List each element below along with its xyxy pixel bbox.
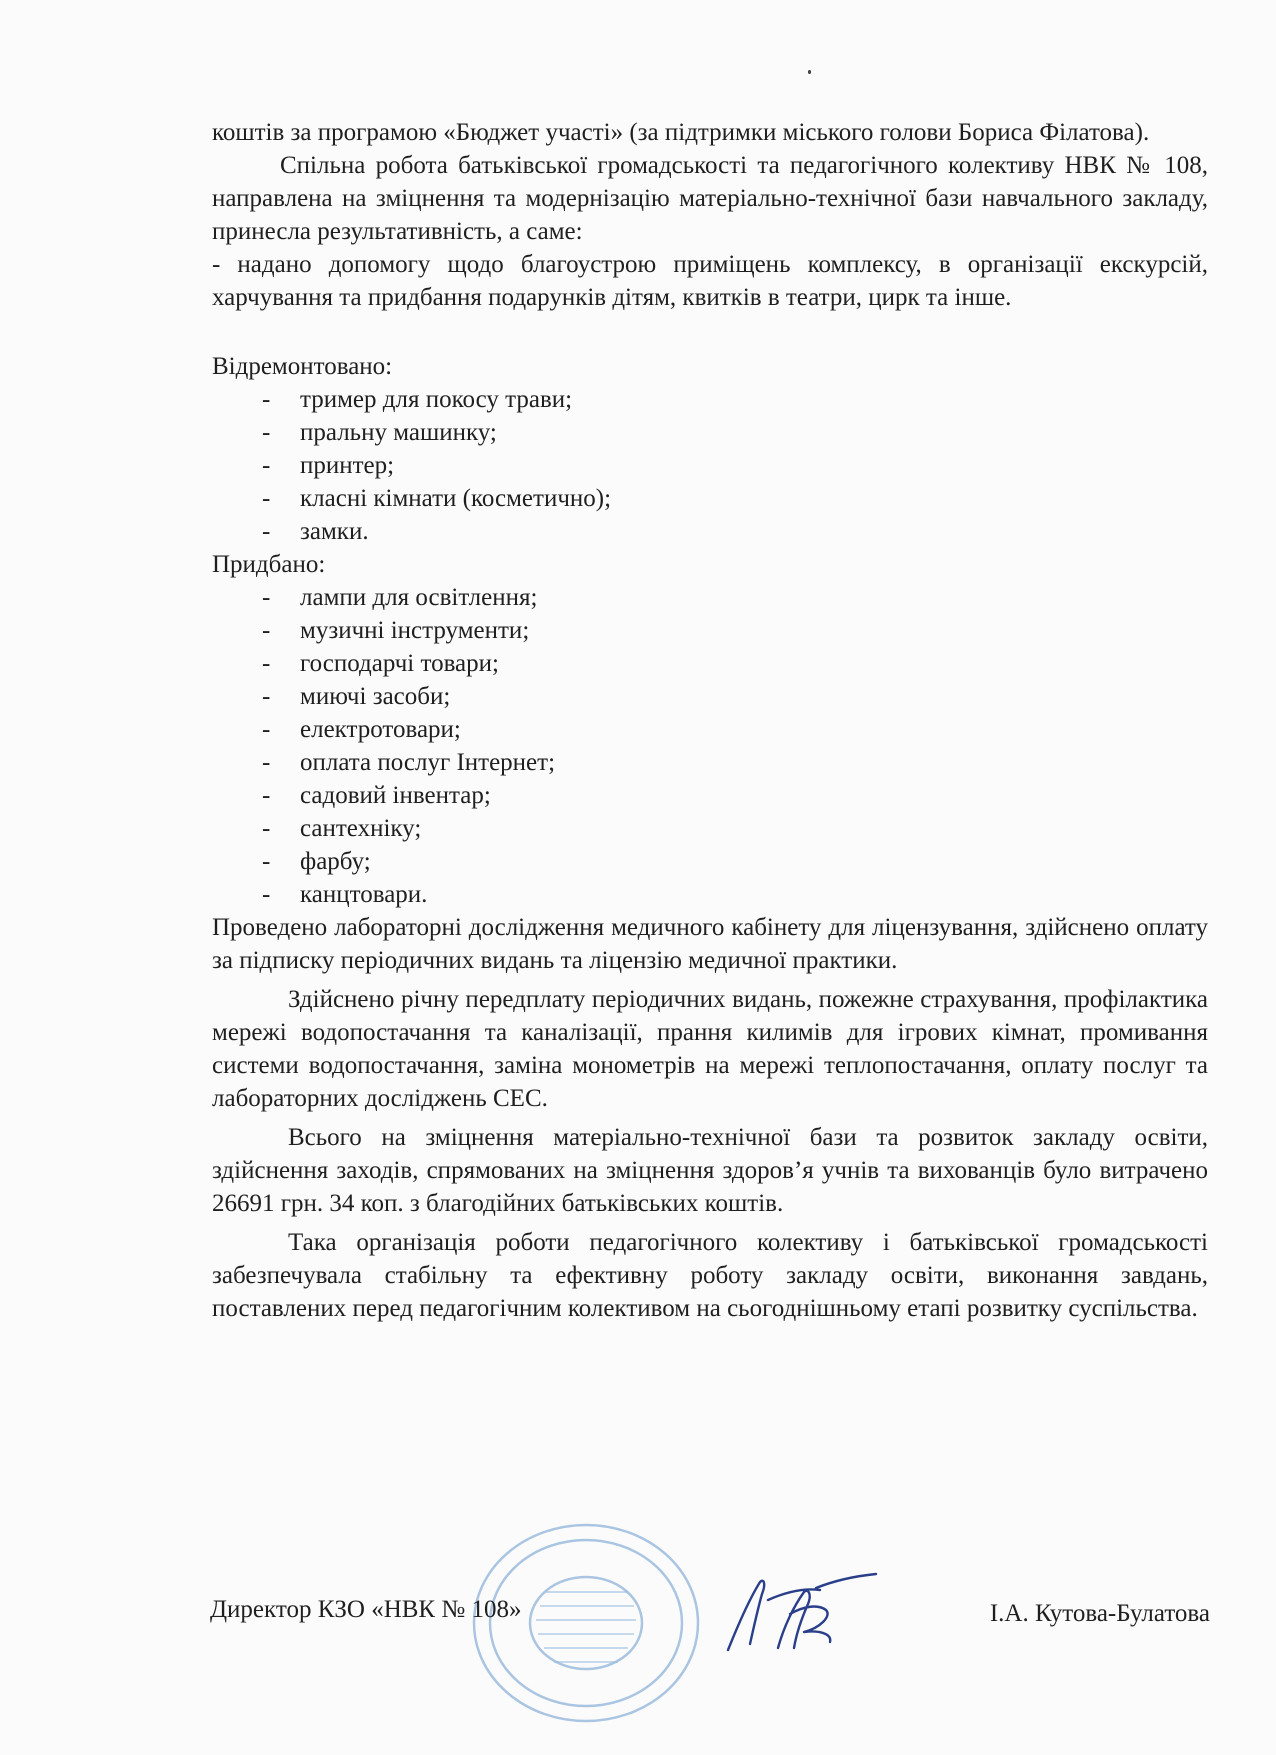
list-item: - класні кімнати (косметично); — [262, 482, 1208, 515]
scan-speck — [808, 70, 811, 74]
list-item: - господарчі товари; — [262, 647, 1208, 680]
list-item: - садовий інвентар; — [262, 779, 1208, 812]
paragraph-subscription: Здійснено річну передплату періодичних видань, пожежне страхування, профілактика мережі водопостачання та каналізації, прання килимів для ігрових кімнат, промивання системи водопостачання, заміна монометрів на мережі теплопостачання, оплату послуг та лабораторних досліджень СЕС. — [212, 986, 1208, 1112]
purchased-heading: Придбано: — [212, 551, 326, 578]
repaired-heading: Відремонтовано: — [212, 353, 393, 380]
list-item: - музичні інструменти; — [262, 614, 1208, 647]
document-body — [212, 116, 1208, 1325]
repaired-list — [212, 383, 1208, 548]
list-item: - канцтовари. — [262, 878, 1208, 911]
list-item: - тример для покосу трави; — [262, 383, 1208, 416]
paragraph-assistance: - надано допомогу щодо благоустрою приміщень комплексу, в організації екскурсій, харчування та придбання подарунків дітям, квитків в театри, цирк та інше. — [212, 251, 1208, 311]
paragraph-budget: коштів за програмою «Бюджет участі» (за підтримки міського голови Бориса Філатова). — [212, 119, 1150, 146]
list-item: - електротовари; — [262, 713, 1208, 746]
purchased-list — [212, 581, 1208, 911]
paragraph-conclusion: Така організація роботи педагогічного колективу і батьківської громадськості забезпечувала стабільну та ефективну роботу закладу освіти, виконання завдань, поставлених перед педагогічним колективом на сьогоднішньому етапі розвитку суспільства. — [212, 1229, 1208, 1322]
list-item: - оплата послуг Інтернет; — [262, 746, 1208, 779]
list-item: - лампи для освітлення; — [262, 581, 1208, 614]
list-item: - миючі засоби; — [262, 680, 1208, 713]
paragraph-total-spent: Всього на зміцнення матеріально-технічної бази та розвиток закладу освіти, здійснення заходів, спрямованих на зміцнення здоров’я учнів та вихованців було витрачено 26691 грн. 34 коп. з благодійних батьківських коштів. — [212, 1124, 1208, 1217]
signer-name: І.А. Кутова-Булатова — [989, 1600, 1210, 1627]
list-item: - замки. — [262, 515, 1208, 548]
list-item: - фарбу; — [262, 845, 1208, 878]
signer-position: Директор КЗО «НВК № 108» — [210, 1596, 522, 1623]
list-item: - сантехніку; — [262, 812, 1208, 845]
signature-row — [210, 1588, 1210, 1648]
list-item: - принтер; — [262, 449, 1208, 482]
paragraph-joint-work: Спільна робота батьківської громадськості та педагогічного колективу НВК № 108, направлена на зміцнення та модернізацію матеріально-технічної бази навчального закладу, принесла результативність, а саме: — [212, 152, 1208, 245]
list-item: - пральну машинку; — [262, 416, 1208, 449]
paragraph-lab-research: Проведено лабораторні дослідження медичного кабінету для ліцензування, здійснено оплату за підписку періодичних видань та ліцензію медичної практики. — [212, 914, 1208, 974]
